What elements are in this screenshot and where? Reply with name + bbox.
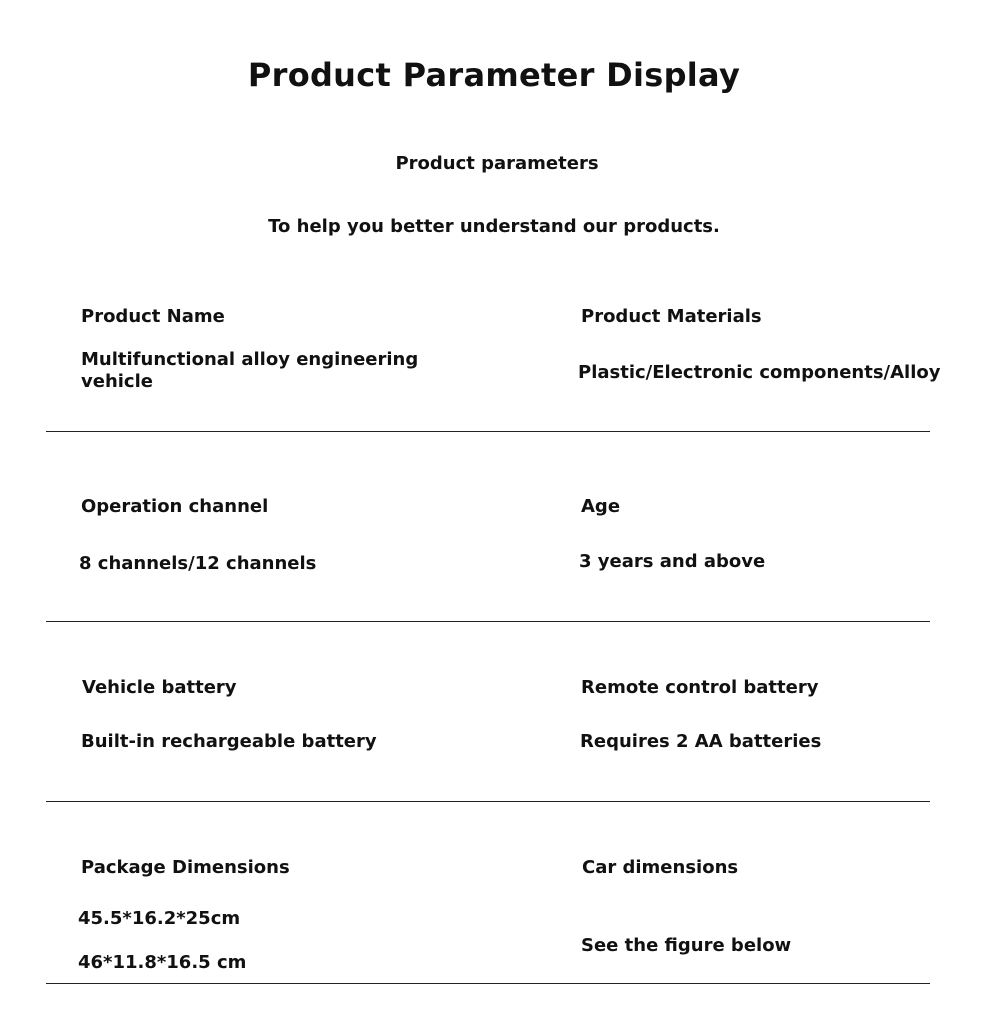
vehicle-battery-value: Built-in rechargeable battery bbox=[81, 731, 377, 752]
remote-control-battery-label: Remote control battery bbox=[581, 677, 819, 698]
product-name-value: Multifunctional alloy engineering vehicle bbox=[81, 349, 419, 392]
section-subtitle: Product parameters bbox=[395, 153, 599, 174]
vehicle-battery-label: Vehicle battery bbox=[82, 677, 237, 698]
package-dimensions-label: Package Dimensions bbox=[81, 857, 290, 878]
age-label: Age bbox=[581, 496, 621, 517]
tagline: To help you better understand our products. bbox=[268, 216, 720, 237]
operation-channel-value: 8 channels/12 channels bbox=[79, 553, 317, 574]
row-divider bbox=[46, 431, 930, 432]
car-dimensions-value: See the figure below bbox=[581, 935, 792, 956]
row-divider bbox=[46, 801, 930, 802]
row-divider bbox=[46, 621, 930, 622]
operation-channel-label: Operation channel bbox=[81, 496, 269, 517]
product-materials-value: Plastic/Electronic components/Alloy bbox=[578, 362, 941, 383]
package-dimensions-value: 45.5*16.2*25cm bbox=[78, 908, 241, 929]
package-dimensions-value: 46*11.8*16.5 cm bbox=[78, 952, 247, 973]
remote-control-battery-value: Requires 2 AA batteries bbox=[580, 731, 822, 752]
car-dimensions-label: Car dimensions bbox=[582, 857, 739, 878]
age-value: 3 years and above bbox=[579, 551, 766, 572]
row-divider bbox=[46, 983, 930, 984]
product-name-label: Product Name bbox=[81, 306, 225, 327]
product-materials-label: Product Materials bbox=[581, 306, 762, 327]
page-title: Product Parameter Display bbox=[247, 56, 741, 94]
